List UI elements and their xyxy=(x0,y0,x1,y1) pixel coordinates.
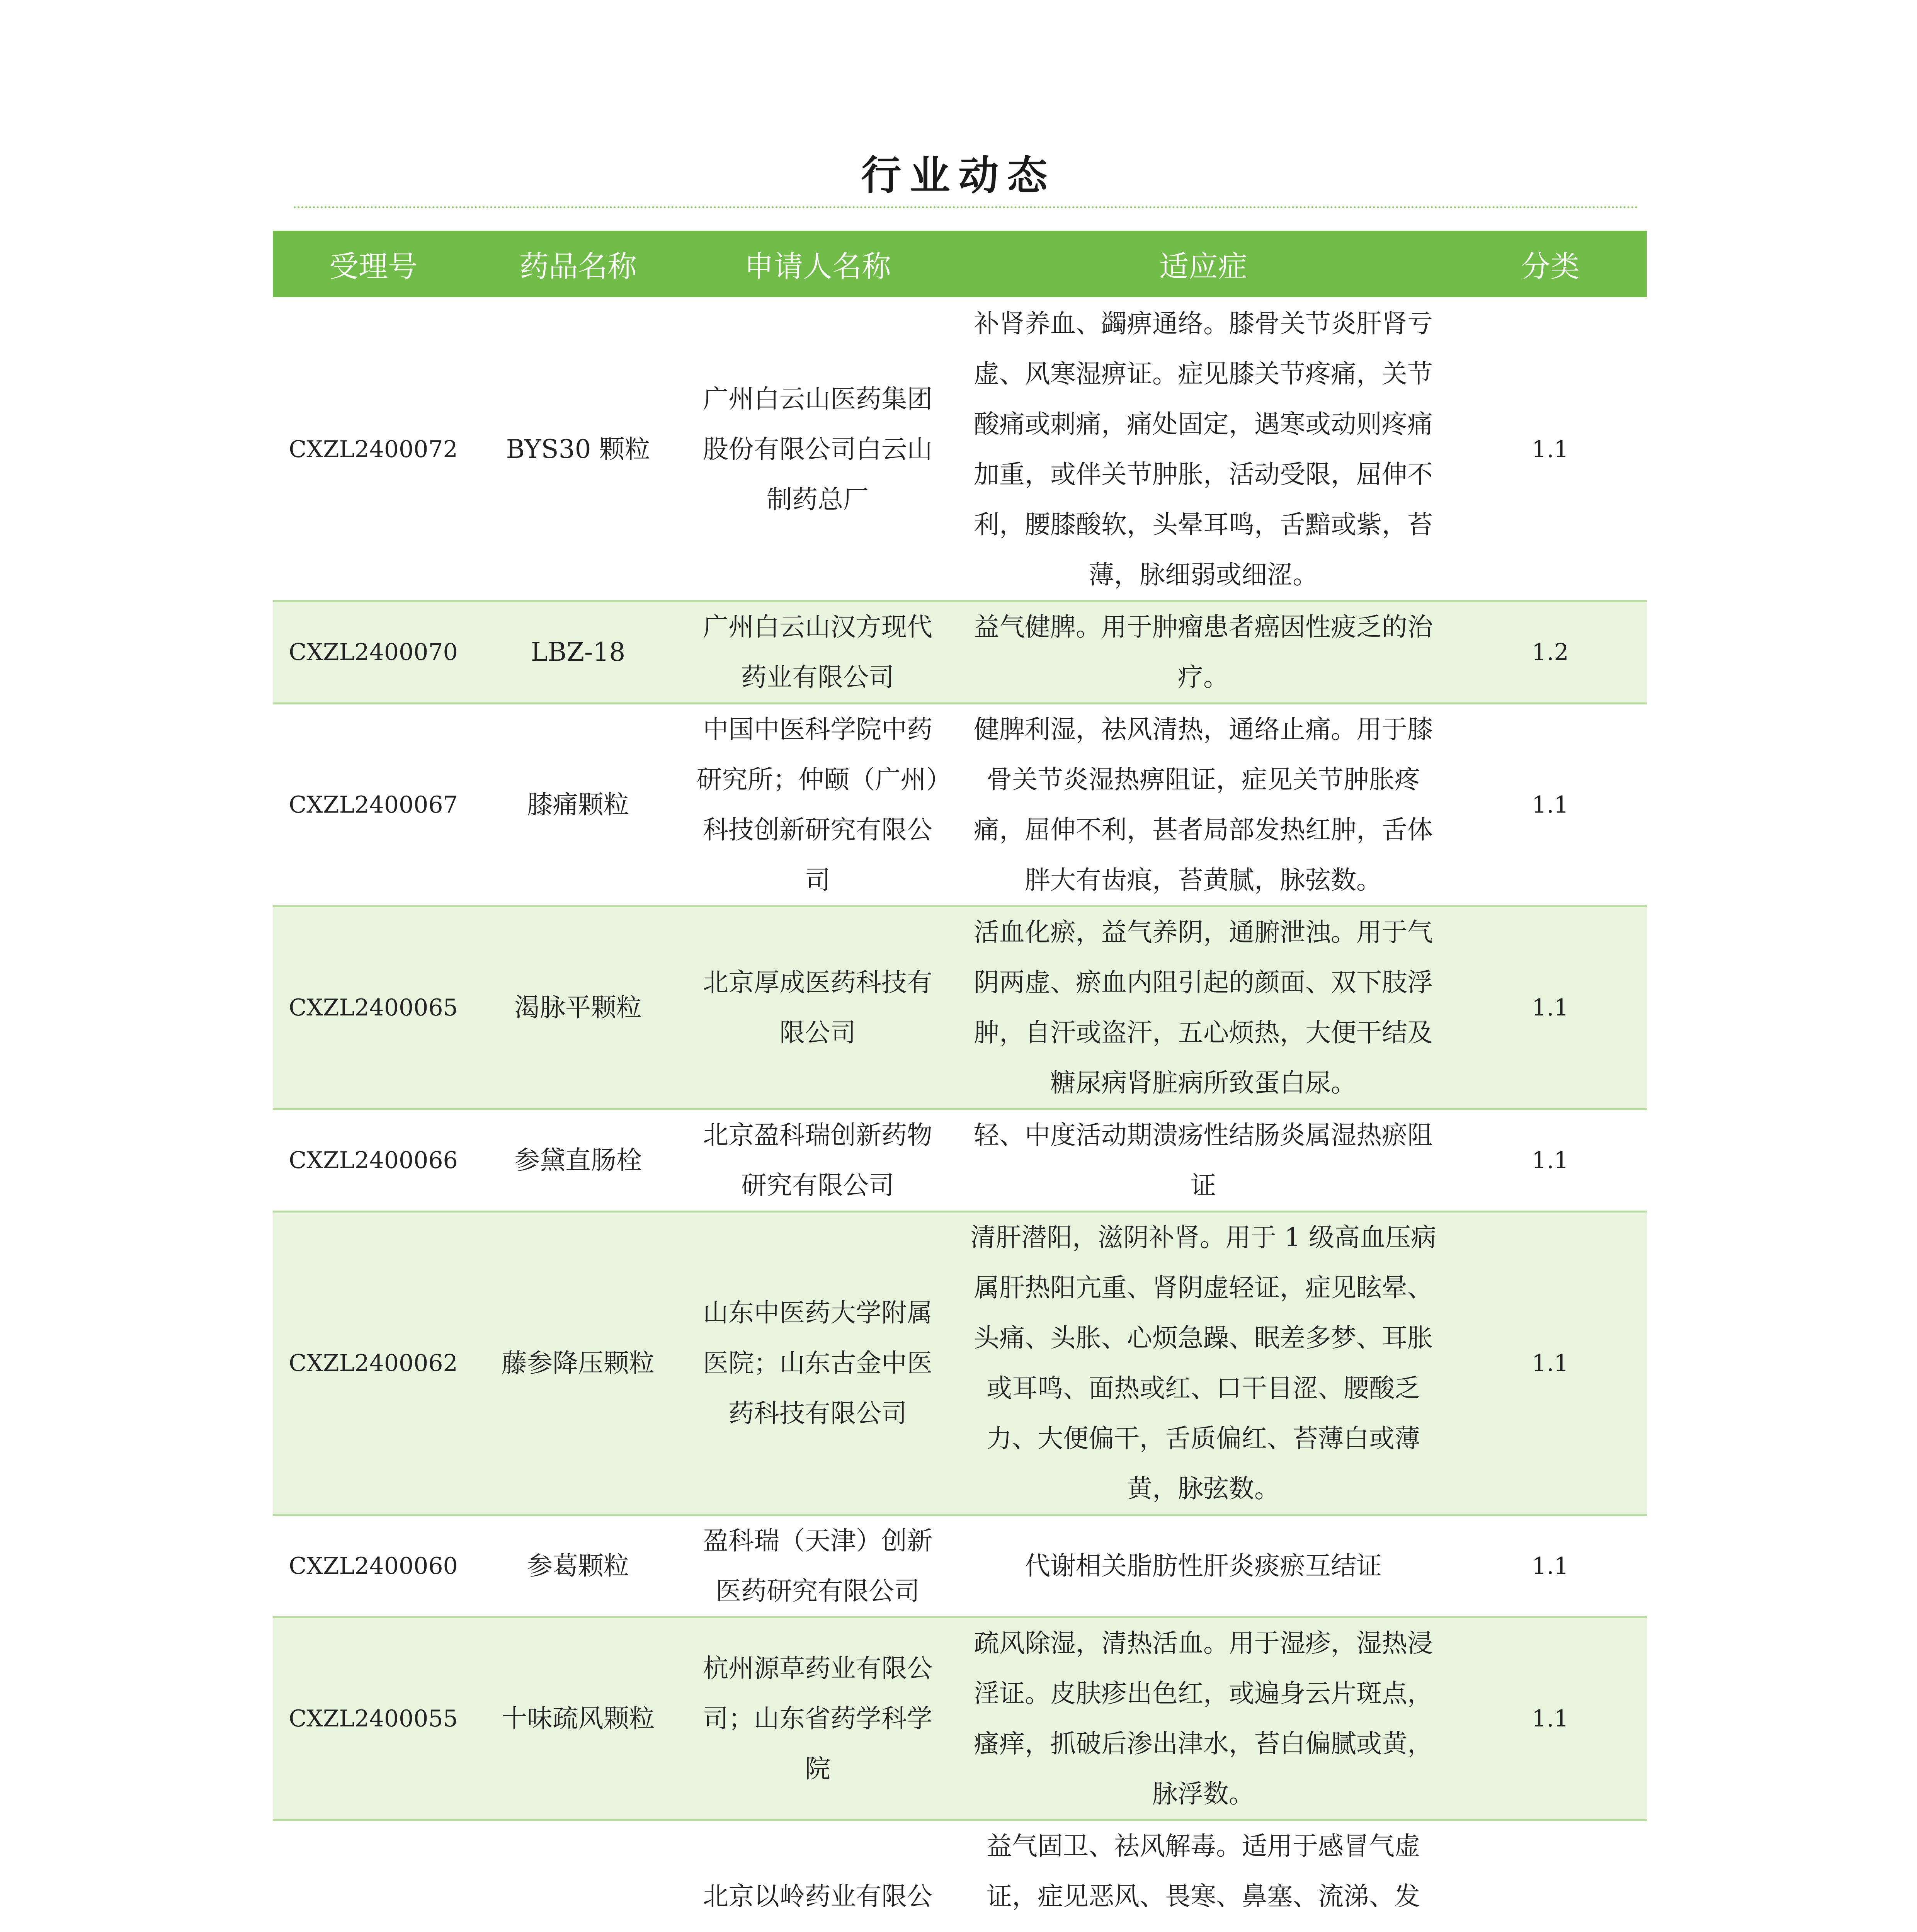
indication-cell: 代谢相关脂肪性肝炎痰瘀互结证 xyxy=(953,1515,1454,1617)
drug-name-cell: 参黛直肠栓 xyxy=(474,1109,682,1212)
table-row xyxy=(273,1820,1647,1932)
drug-name-cell: LBZ-18 xyxy=(474,601,682,704)
category-cell: 1.1 xyxy=(1454,704,1647,906)
acceptance-no-cell: CXZL2400060 xyxy=(273,1515,474,1617)
indication-cell: 疏风除湿，清热活血。用于湿疹，湿热浸淫证。皮肤疹出色红，或遍身云片斑点，瘙痒，抓破后渗出津水，苔白偏腻或黄，脉浮数。 xyxy=(953,1617,1454,1820)
category-cell: 1.1 xyxy=(1454,1617,1647,1820)
applicant-cell: 北京盈科瑞创新药物研究有限公司 xyxy=(682,1109,953,1212)
applicant-cell: 北京厚成医药科技有限公司 xyxy=(682,906,953,1109)
applicant-cell: 山东中医药大学附属医院；山东古金中医药科技有限公司 xyxy=(682,1212,953,1515)
table-row xyxy=(273,1617,1647,1820)
applicant-cell: 北京以岭药业有限公 xyxy=(682,1820,953,1932)
column-header-category: 分类 xyxy=(1454,231,1647,298)
indication-cell: 益气固卫、祛风解毒。适用于感冒气虚证，症见恶风、畏寒、鼻塞、流涕、发 xyxy=(953,1820,1454,1932)
drug-name-cell: 渴脉平颗粒 xyxy=(474,906,682,1109)
category-cell: 1.1 xyxy=(1454,1109,1647,1212)
table-row xyxy=(273,1212,1647,1515)
acceptance-no-cell: CXZL2400072 xyxy=(273,298,474,601)
column-header-indication: 适应症 xyxy=(953,231,1454,298)
acceptance-no-cell: CXZL2400055 xyxy=(273,1617,474,1820)
indication-cell: 清肝潜阳，滋阴补肾。用于 1 级高血压病属肝热阳亢重、肾阴虚轻证，症见眩晕、头痛、头胀、心烦急躁、眠差多梦、耳胀或耳鸣、面热或红、口干目涩、腰酸乏力、大便偏干，舌质偏红、苔薄白或薄黄，脉弦数。 xyxy=(953,1212,1454,1515)
column-header-acceptance-no: 受理号 xyxy=(273,231,474,298)
table-row xyxy=(273,298,1647,601)
applicant-cell: 杭州源草药业有限公司；山东省药学科学院 xyxy=(682,1617,953,1820)
category-cell: 1.2 xyxy=(1454,601,1647,704)
page-title: 行业动态 xyxy=(861,152,1056,199)
acceptance-no-cell: CXZL2400062 xyxy=(273,1212,474,1515)
acceptance-no-cell: CXZL2400066 xyxy=(273,1109,474,1212)
acceptance-no-cell: CXZL2400067 xyxy=(273,704,474,906)
category-cell: 1.1 xyxy=(1454,298,1647,601)
indication-cell: 活血化瘀，益气养阴，通腑泄浊。用于气阴两虚、瘀血内阻引起的颜面、双下肢浮肿，自汗或盗汗，五心烦热，大便干结及糖尿病肾脏病所致蛋白尿。 xyxy=(953,906,1454,1109)
applicant-cell: 盈科瑞（天津）创新医药研究有限公司 xyxy=(682,1515,953,1617)
category-cell: 1.1 xyxy=(1454,1515,1647,1617)
drug-name-cell: 膝痛颗粒 xyxy=(474,704,682,906)
title-divider xyxy=(294,206,1638,208)
category-cell: 1.1 xyxy=(1454,1212,1647,1515)
acceptance-no-cell: CXZL2400070 xyxy=(273,601,474,704)
drug-applications-table xyxy=(273,231,1647,1932)
table-row xyxy=(273,601,1647,704)
column-header-applicant: 申请人名称 xyxy=(682,231,953,298)
applicant-cell: 中国中医科学院中药研究所；仲颐（广州）科技创新研究有限公司 xyxy=(682,704,953,906)
table-row xyxy=(273,704,1647,906)
applicant-cell: 广州白云山医药集团股份有限公司白云山制药总厂 xyxy=(682,298,953,601)
drug-name-cell: 参葛颗粒 xyxy=(474,1515,682,1617)
table-row xyxy=(273,1515,1647,1617)
indication-cell: 轻、中度活动期溃疡性结肠炎属湿热瘀阻证 xyxy=(953,1109,1454,1212)
applicant-cell: 广州白云山汉方现代药业有限公司 xyxy=(682,601,953,704)
drug-name-cell: 藤参降压颗粒 xyxy=(474,1212,682,1515)
drug-name-cell: BYS30 颗粒 xyxy=(474,298,682,601)
acceptance-no-cell xyxy=(273,1820,474,1932)
table-header-row xyxy=(273,231,1647,298)
table-row xyxy=(273,906,1647,1109)
category-cell: 1.1 xyxy=(1454,906,1647,1109)
drug-name-cell: 十味疏风颗粒 xyxy=(474,1617,682,1820)
indication-cell: 补肾养血、蠲痹通络。膝骨关节炎肝肾亏虚、风寒湿痹证。症见膝关节疼痛，关节酸痛或刺痛，痛处固定，遇寒或动则疼痛加重，或伴关节肿胀，活动受限，屈伸不利，腰膝酸软，头晕耳鸣，舌黯或紫，苔薄，脉细弱或细涩。 xyxy=(953,298,1454,601)
acceptance-no-cell: CXZL2400065 xyxy=(273,906,474,1109)
indication-cell: 健脾利湿，祛风清热，通络止痛。用于膝骨关节炎湿热痹阻证，症见关节肿胀疼痛，屈伸不利，甚者局部发热红肿，舌体胖大有齿痕，苔黄腻，脉弦数。 xyxy=(953,704,1454,906)
drug-name-cell xyxy=(474,1820,682,1932)
column-header-drug-name: 药品名称 xyxy=(474,231,682,298)
table-row xyxy=(273,1109,1647,1212)
category-cell xyxy=(1454,1820,1647,1932)
indication-cell: 益气健脾。用于肿瘤患者癌因性疲乏的治疗。 xyxy=(953,601,1454,704)
